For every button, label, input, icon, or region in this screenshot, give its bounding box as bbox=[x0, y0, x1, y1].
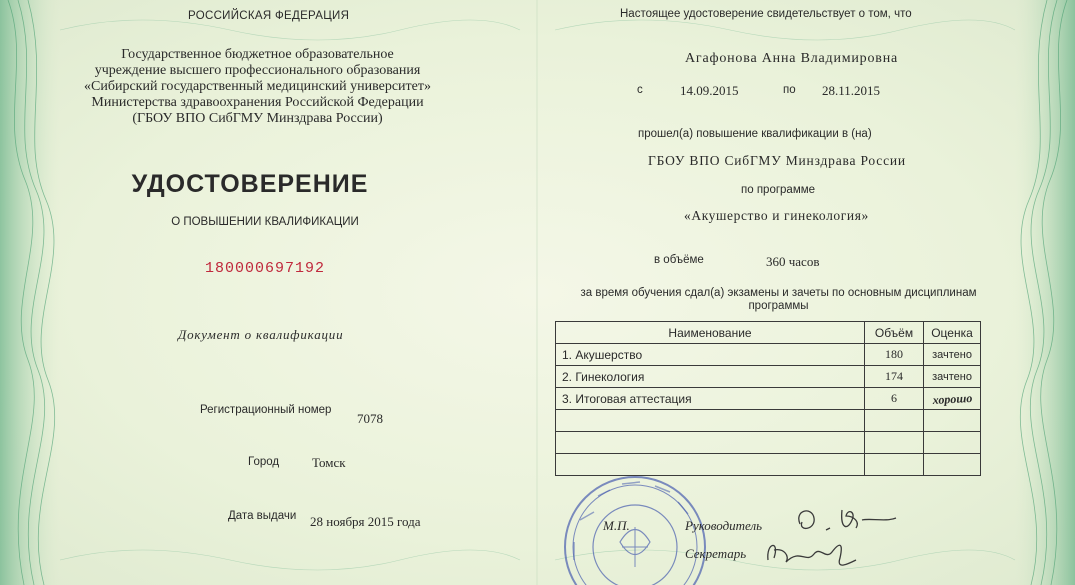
row-grade: зачтено bbox=[924, 344, 981, 366]
table-row bbox=[556, 388, 981, 410]
secretary-signature-icon bbox=[760, 530, 860, 575]
col-header-name: Наименование bbox=[556, 322, 865, 344]
table-row bbox=[556, 344, 981, 366]
from-label: с bbox=[637, 84, 643, 96]
stamp-label: М.П. bbox=[603, 518, 630, 533]
date-label: Дата выдачи bbox=[228, 510, 297, 522]
program-label: по программе bbox=[741, 184, 816, 196]
institution-block bbox=[60, 47, 455, 127]
row-volume: 6 bbox=[865, 388, 924, 410]
training-org: ГБОУ ВПО СибГМУ Минздрава России bbox=[648, 153, 906, 168]
holder-name: Агафонова Анна Владимировна bbox=[685, 51, 898, 66]
city-label: Город bbox=[248, 456, 280, 468]
from-date: 14.09.2015 bbox=[680, 83, 739, 98]
institution-line: (ГБОУ ВПО СибГМУ Минздрава России) bbox=[132, 111, 383, 126]
table-row-empty bbox=[556, 432, 981, 454]
issue-date: 28 ноября 2015 года bbox=[310, 514, 421, 529]
serial-number: 180000697192 bbox=[205, 260, 326, 277]
grades-table bbox=[555, 321, 981, 476]
exams-text: за время обучения сдал(а) экзамены и зачеты по основным дисциплинам программы bbox=[580, 287, 977, 312]
institution-line: «Сибирский государственный медицинский университет» bbox=[84, 79, 431, 94]
volume-label: в объёме bbox=[654, 254, 704, 266]
passed-label: прошел(а) повышение квалификации в (на) bbox=[638, 128, 872, 140]
institution-line: Государственное бюджетное образовательное bbox=[121, 47, 394, 62]
city-value: Томск bbox=[312, 455, 346, 470]
row-name: 1. Акушерство bbox=[556, 344, 865, 366]
certificate-subtitle: О ПОВЫШЕНИИ КВАЛИФИКАЦИИ bbox=[171, 216, 359, 228]
reg-label: Регистрационный номер bbox=[200, 404, 332, 416]
head-label: Руководитель bbox=[685, 518, 763, 533]
row-grade: зачтено bbox=[924, 366, 981, 388]
row-name: 3. Итоговая аттестация bbox=[556, 388, 865, 410]
row-volume: 180 bbox=[865, 344, 924, 366]
program-name: «Акушерство и гинекология» bbox=[684, 208, 869, 223]
table-row-empty bbox=[556, 410, 981, 432]
row-volume: 174 bbox=[865, 366, 924, 388]
country-heading: РОССИЙСКАЯ ФЕДЕРАЦИЯ bbox=[188, 10, 350, 22]
col-header-volume: Объём bbox=[865, 322, 924, 344]
row-grade-handwritten: хорошо bbox=[923, 386, 981, 411]
reg-number: 7078 bbox=[357, 411, 383, 426]
certificate-title: УДОСТОВЕРЕНИЕ bbox=[131, 170, 369, 198]
table-header-row bbox=[556, 322, 981, 344]
row-name: 2. Гинекология bbox=[556, 366, 865, 388]
doc-type: Документ о квалификации bbox=[178, 327, 344, 342]
institution-line: учреждение высшего профессионального образования bbox=[94, 63, 421, 78]
to-label: по bbox=[783, 84, 796, 96]
volume-value: 360 часов bbox=[766, 254, 820, 269]
table-row bbox=[556, 366, 981, 388]
institution-line: Министерства здравоохранения Российской Федерации bbox=[91, 95, 424, 110]
secretary-label: Секретарь bbox=[685, 546, 747, 561]
col-header-grade: Оценка bbox=[924, 322, 981, 344]
to-date: 28.11.2015 bbox=[822, 83, 881, 98]
right-header: Настоящее удостоверение свидетельствует о том, что bbox=[620, 8, 912, 20]
